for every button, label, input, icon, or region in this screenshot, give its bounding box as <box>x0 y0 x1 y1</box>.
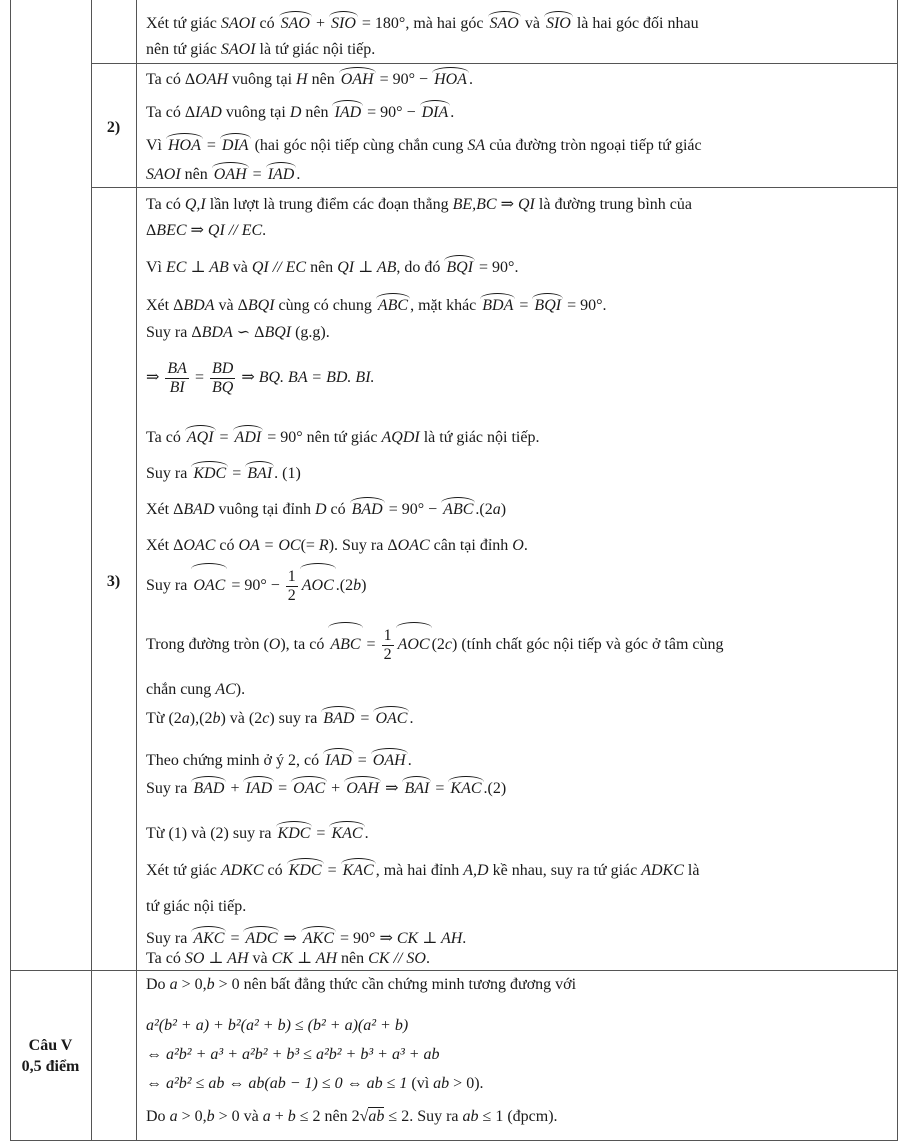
text-line: Xét ΔOAC có OA = OC(= R). Suy ra ΔOAC cân tại đỉnh O. <box>146 537 528 554</box>
question-5-points: 0,5 điểm <box>21 1058 80 1075</box>
table-border-left <box>10 0 11 1140</box>
text-line: Suy ra KDC = BAI . (1) <box>146 465 301 482</box>
table-border-right <box>897 0 898 1140</box>
row-rule-3 <box>10 970 898 971</box>
text-line: Theo chứng minh ở ý 2, có IAD = OAH . <box>146 752 412 769</box>
text-line: Suy ra AKC = ADC ⇒ AKC = 90° ⇒ CK ⊥ AH. <box>146 930 467 947</box>
math-line: ⇔ a²b² ≤ ab ⇔ ab(ab − 1) ≤ 0 ⇔ ab ≤ 1 (vì ab > 0). <box>146 1075 484 1092</box>
table-border-bottom <box>10 1140 898 1141</box>
text-line: Từ (1) và (2) suy ra KDC = KAC . <box>146 825 369 842</box>
text-line: SAOI nên OAH = IAD . <box>146 166 301 183</box>
text-line: Xét ΔBDA và ΔBQI cùng có chung ABC , mặt khác BDA = BQI = 90°. <box>146 297 607 314</box>
math-line: a²(b² + a) + b²(a² + b) ≤ (b² + a)(a² + b) <box>146 1017 409 1034</box>
text-line: ΔBEC ⇒ QI // EC. <box>146 222 267 239</box>
text-line: Do a > 0,b > 0 nên bất đẳng thức cần chứng minh tương đương với <box>146 976 577 993</box>
text-line: Vì HOA = DIA (hai góc nội tiếp cùng chắn cung SA của đường tròn ngoại tiếp tứ giác <box>146 137 702 154</box>
text-line: Vì EC ⊥ AB và QI // EC nên QI ⊥ AB, do đó BQI = 90°. <box>146 259 519 276</box>
text-line: Ta có AQI = ADI = 90° nên tứ giác AQDI là tứ giác nội tiếp. <box>146 429 540 446</box>
text-line: Ta có SO ⊥ AH và CK ⊥ AH nên CK // SO. <box>146 950 430 967</box>
text-line: Suy ra BAD + IAD = OAC + OAH ⇒ BAI = KAC .(2) <box>146 780 507 797</box>
math-line: ⇔ a²b² + a³ + a²b² + b³ ≤ a²b² + b³ + a³ + ab <box>146 1046 440 1063</box>
part-3-label: 3) <box>106 573 121 590</box>
text-line: tứ giác nội tiếp. <box>146 898 247 915</box>
question-5-label: Câu V <box>28 1037 73 1054</box>
text-line: Từ (2a),(2b) và (2c) suy ra BAD = OAC . <box>146 710 414 727</box>
text-line: Suy ra ΔBDA ∽ ΔBQI (g.g). <box>146 324 330 341</box>
text-line: Ta có Q,I lần lượt là trung điểm các đoạn thẳng BE,BC ⇒ QI là đường trung bình của <box>146 196 692 213</box>
text-line: Xét ΔBAD vuông tại đỉnh D có BAD = 90° − ABC .(2a) <box>146 501 507 518</box>
text-line: Ta có ΔIAD vuông tại D nên IAD = 90° − DIA . <box>146 104 455 121</box>
table-divider-1 <box>91 0 92 1140</box>
text-line: Trong đường tròn (O), ta có ABC = $\frac{1}{2}$ AOC (2c) (tính chất góc nội tiếp và góc ở tâm cùng <box>146 625 724 665</box>
table-divider-2 <box>136 0 137 1140</box>
text-line: Xét tứ giác SAOI có SAO + SIO = 180°, mà hai góc SAO và SIO là hai góc đối nhau <box>146 15 699 32</box>
text-line: nên tứ giác SAOI là tứ giác nội tiếp. <box>146 41 376 58</box>
text-line: chắn cung AC). <box>146 681 246 698</box>
text-line: Suy ra OAC = 90° − $\frac{1}{2}$ AOC .(2b) <box>146 566 366 606</box>
text-line: Ta có ΔOAH vuông tại H nên OAH = 90° − HOA . <box>146 71 473 88</box>
text-line: Do a > 0,b > 0 và a + b ≤ 2 nên 2√ab ≤ 2. Suy ra ab ≤ 1 (đpcm). <box>146 1108 558 1125</box>
part-2-label: 2) <box>106 119 121 136</box>
text-line: Xét tứ giác ADKC có KDC = KAC , mà hai đỉnh A,D kề nhau, suy ra tứ giác ADKC là <box>146 862 700 879</box>
row-rule-1 <box>91 63 898 64</box>
row-rule-2 <box>91 187 898 188</box>
text-line: ⇒ $\frac{BA}{BI}$ = $\frac{BD}{BQ}$ ⇒ BQ. BA = BD. BI. <box>146 359 375 396</box>
